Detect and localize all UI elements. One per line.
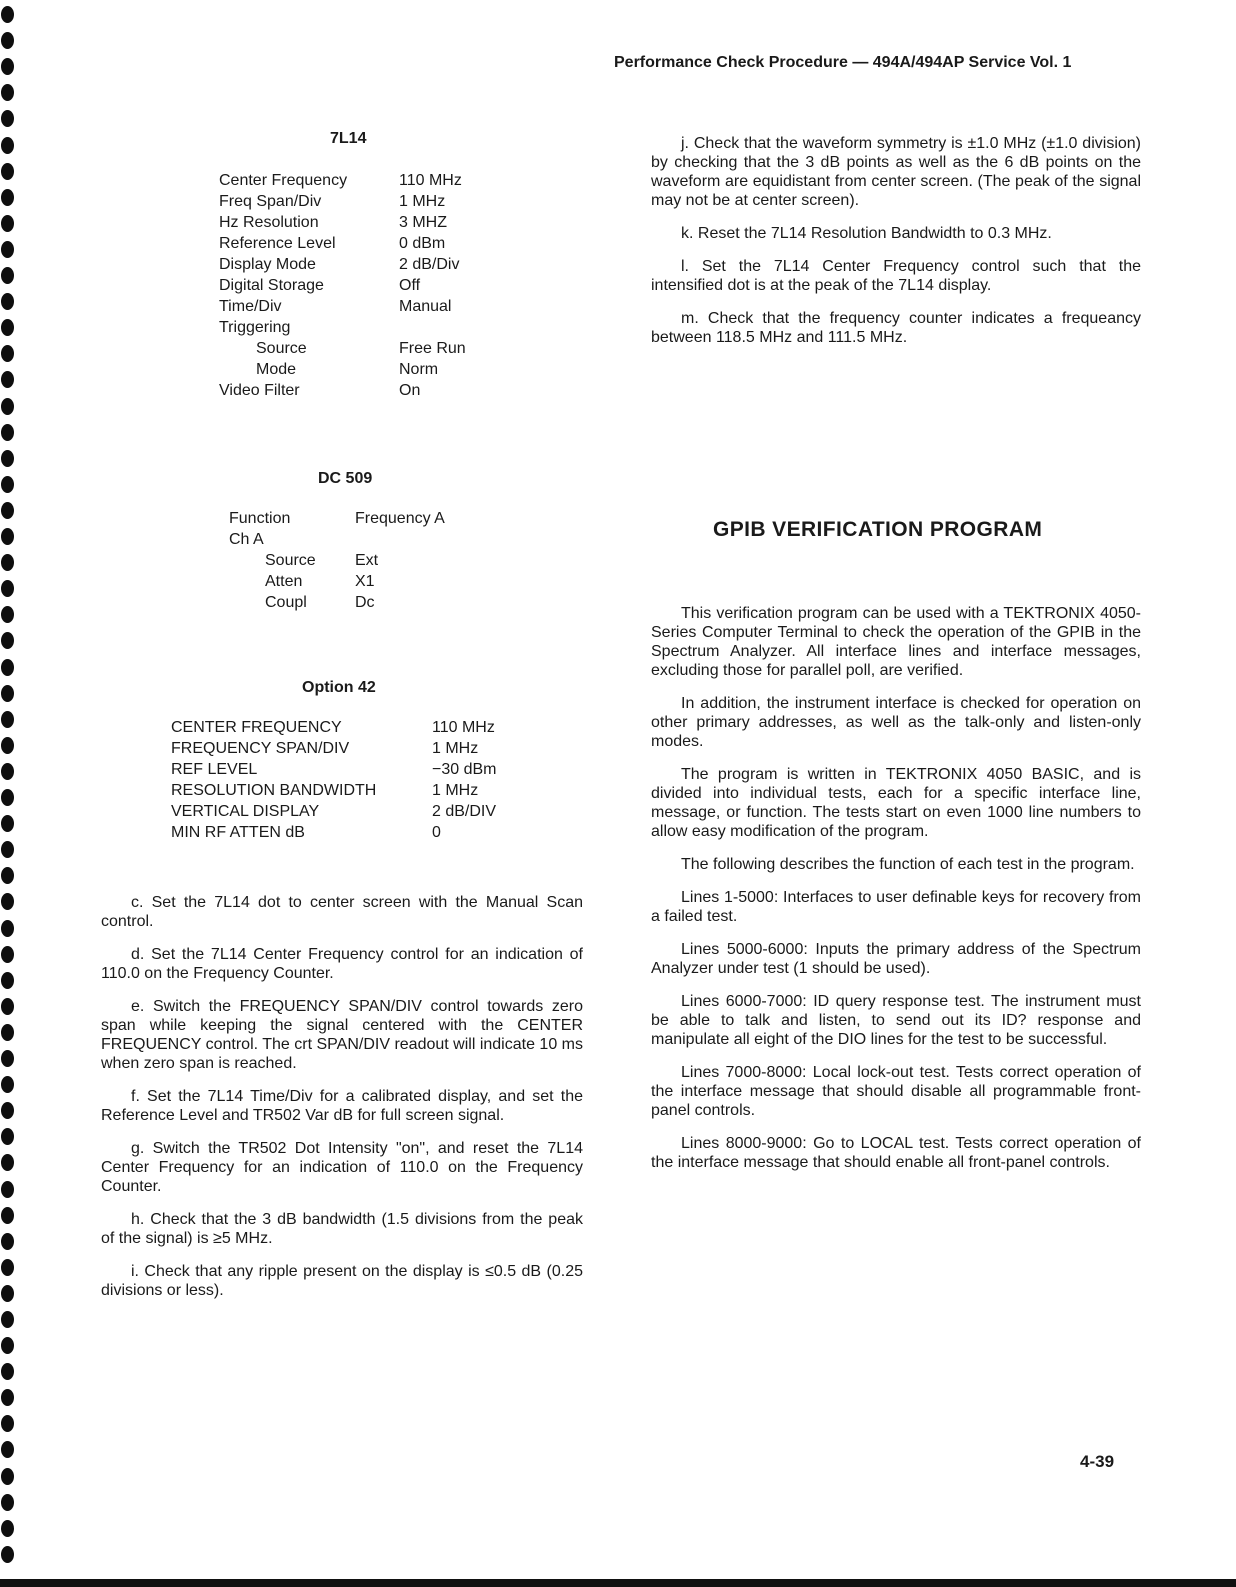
spec-label: RESOLUTION BANDWIDTH	[171, 782, 377, 799]
binder-hole	[1, 632, 14, 649]
spec-row	[219, 254, 466, 275]
gpib-paragraph: The program is written in TEKTRONIX 4050 BASIC, and is divided into individual tests, each for a specific interface line, message, or function. The tests start on even 1000 line numbers to allow easy modification of the program.	[651, 766, 1141, 840]
procedure-step: g. Switch the TR502 Dot Intensity "on", and reset the 7L14 Center Frequency for an indication of 110.0 on the Frequency Counter.	[101, 1140, 583, 1195]
spec-value: Dc	[355, 594, 375, 611]
page-bottom-edge	[0, 1579, 1236, 1587]
spec-label: CENTER FREQUENCY	[171, 719, 342, 736]
spec-value: Frequency A	[355, 510, 445, 527]
binder-holes	[0, 0, 24, 1587]
spec-row	[219, 191, 466, 212]
binder-hole	[1, 841, 14, 858]
spec-row	[229, 529, 445, 550]
spec-value: 3 MHZ	[399, 214, 447, 231]
procedure-step: i. Check that any ripple present on the display is ≤0.5 dB (0.25 divisions or less).	[101, 1263, 583, 1299]
spec-label: Source	[256, 340, 307, 357]
spec-value: 1 MHz	[432, 782, 479, 799]
binder-hole	[1, 554, 14, 571]
procedure-step: e. Switch the FREQUENCY SPAN/DIV control towards zero span while keeping the signal centered with the CENTER FREQUENCY control. The crt SPAN/DIV readout will indicate 10 ms when zero span is reached.	[101, 998, 583, 1072]
binder-hole	[1, 580, 14, 597]
spec-label: Function	[229, 510, 291, 527]
settings-option42-table	[171, 717, 496, 843]
gpib-paragraph: In addition, the instrument interface is checked for operation on other primary addresses, as well as the talk-only and listen-only modes.	[651, 695, 1141, 750]
gpib-section-heading: GPIB VERIFICATION PROGRAM	[713, 518, 1043, 541]
procedure-step: k. Reset the 7L14 Resolution Bandwidth to 0.3 MHz.	[681, 225, 1052, 242]
spec-label: Hz Resolution	[219, 214, 319, 231]
spec-value: 0	[432, 824, 441, 841]
spec-value: 1 MHz	[432, 740, 479, 757]
binder-hole	[1, 1181, 14, 1198]
binder-hole	[1, 998, 14, 1015]
binder-hole	[1, 528, 14, 545]
spec-value: −30 dBm	[432, 761, 497, 778]
binder-hole	[1, 1441, 14, 1458]
spec-value: 110 MHz	[432, 719, 495, 736]
binder-hole	[1, 1154, 14, 1171]
spec-label: Mode	[256, 361, 297, 378]
spec-row	[219, 170, 466, 191]
binder-hole	[1, 1050, 14, 1067]
binder-hole	[1, 189, 14, 206]
spec-value: Off	[399, 277, 421, 294]
binder-hole	[1, 1207, 14, 1224]
binder-hole	[1, 424, 14, 441]
binder-hole	[1, 893, 14, 910]
binder-hole	[1, 1520, 14, 1537]
procedure-step: m. Check that the frequency counter indicates a frequeancy between 118.5 MHz and 111.5 MHz.	[651, 310, 1141, 346]
binder-hole	[1, 685, 14, 702]
spec-label: Triggering	[219, 319, 291, 336]
binder-hole	[1, 293, 14, 310]
binder-hole	[1, 1233, 14, 1250]
binder-hole	[1, 1546, 14, 1563]
binder-hole	[1, 371, 14, 388]
binder-hole	[1, 502, 14, 519]
spec-row	[171, 759, 496, 780]
gpib-paragraph: Lines 7000-8000: Local lock-out test. Tests correct operation of the interface message that should disable all programmable front-panel controls.	[651, 1064, 1141, 1119]
spec-value: 1 MHz	[399, 193, 446, 210]
gpib-paragraph: Lines 5000-6000: Inputs the primary address of the Spectrum Analyzer under test (1 should be used).	[651, 941, 1141, 977]
binder-hole	[1, 815, 14, 832]
procedure-steps-left	[101, 893, 583, 1314]
binder-hole	[1, 319, 14, 336]
spec-row	[171, 717, 496, 738]
spec-row	[219, 233, 466, 254]
procedure-step: l. Set the 7L14 Center Frequency control such that the intensified dot is at the peak of the 7L14 display.	[651, 258, 1141, 294]
spec-label: Center Frequency	[219, 172, 348, 189]
binder-hole	[1, 1128, 14, 1145]
spec-value: Manual	[399, 298, 452, 315]
gpib-paragraph: Lines 6000-7000: ID query response test. The instrument must be able to talk and listen, to send out its ID? response and manipulate all eight of the DIO lines for the test to be successful.	[651, 993, 1141, 1048]
spec-row	[171, 822, 496, 843]
binder-hole	[1, 1259, 14, 1276]
binder-hole	[1, 763, 14, 780]
spec-row	[229, 508, 445, 529]
gpib-paragraph: The following describes the function of each test in the program.	[681, 856, 1135, 873]
binder-hole	[1, 6, 14, 23]
binder-hole	[1, 946, 14, 963]
spec-row	[229, 550, 445, 571]
binder-hole	[1, 1076, 14, 1093]
binder-hole	[1, 737, 14, 754]
spec-value: X1	[355, 573, 375, 590]
binder-hole	[1, 972, 14, 989]
binder-hole	[1, 1311, 14, 1328]
spec-label: Coupl	[265, 594, 307, 611]
binder-hole	[1, 1363, 14, 1380]
binder-hole	[1, 1337, 14, 1354]
binder-hole	[1, 789, 14, 806]
binder-hole	[1, 110, 14, 127]
spec-row	[219, 296, 466, 317]
spec-row	[219, 338, 466, 359]
spec-value: 110 MHz	[399, 172, 462, 189]
binder-hole	[1, 267, 14, 284]
binder-hole	[1, 1468, 14, 1485]
settings-option42-title: Option 42	[302, 679, 376, 696]
spec-label: Video Filter	[219, 382, 300, 399]
spec-row	[219, 380, 466, 401]
binder-hole	[1, 1494, 14, 1511]
spec-row	[171, 780, 496, 801]
gpib-paragraph: Lines 8000-9000: Go to LOCAL test. Tests correct operation of the interface message that should enable all front-panel controls.	[651, 1135, 1141, 1171]
spec-label: REF LEVEL	[171, 761, 258, 778]
spec-row	[171, 801, 496, 822]
spec-row	[219, 359, 466, 380]
spec-label: Digital Storage	[219, 277, 324, 294]
page-number: 4-39	[1080, 1452, 1115, 1471]
spec-label: MIN RF ATTEN dB	[171, 824, 305, 841]
spec-value: 2 dB/Div	[399, 256, 460, 273]
spec-row	[219, 275, 466, 296]
procedure-step: c. Set the 7L14 dot to center screen with the Manual Scan control.	[101, 894, 583, 930]
binder-hole	[1, 606, 14, 623]
binder-hole	[1, 32, 14, 49]
spec-label: FREQUENCY SPAN/DIV	[171, 740, 350, 757]
settings-7l14-title: 7L14	[330, 130, 367, 147]
binder-hole	[1, 241, 14, 258]
spec-row	[219, 212, 466, 233]
settings-7l14-table	[219, 170, 466, 401]
binder-hole	[1, 163, 14, 180]
binder-hole	[1, 1285, 14, 1302]
binder-hole	[1, 1415, 14, 1432]
spec-row	[171, 738, 496, 759]
spec-row	[219, 317, 466, 338]
spec-label: VERTICAL DISPLAY	[171, 803, 320, 820]
procedure-step: d. Set the 7L14 Center Frequency control for an indication of 110.0 on the Frequency Counter.	[101, 946, 583, 982]
binder-hole	[1, 1102, 14, 1119]
binder-hole	[1, 920, 14, 937]
gpib-paragraph: Lines 1-5000: Interfaces to user definable keys for recovery from a failed test.	[651, 889, 1141, 925]
binder-hole	[1, 450, 14, 467]
spec-value: On	[399, 382, 421, 399]
binder-hole	[1, 398, 14, 415]
binder-hole	[1, 84, 14, 101]
spec-label: Source	[265, 552, 316, 569]
spec-label: Reference Level	[219, 235, 336, 252]
spec-value: Ext	[355, 552, 379, 569]
running-header: Performance Check Procedure — 494A/494AP Service Vol. 1	[614, 54, 1072, 71]
binder-hole	[1, 1024, 14, 1041]
binder-hole	[1, 1389, 14, 1406]
spec-label: Freq Span/Div	[219, 193, 322, 210]
gpib-section-body	[651, 604, 1141, 1186]
spec-label: Display Mode	[219, 256, 316, 273]
spec-label: Ch A	[229, 531, 264, 548]
spec-row	[229, 592, 445, 613]
procedure-step: f. Set the 7L14 Time/Div for a calibrated display, and set the Reference Level and TR502 Var dB for full screen signal.	[101, 1088, 583, 1124]
binder-hole	[1, 215, 14, 232]
binder-hole	[1, 58, 14, 75]
binder-hole	[1, 345, 14, 362]
binder-hole	[1, 867, 14, 884]
spec-value: 0 dBm	[399, 235, 446, 252]
binder-hole	[1, 137, 14, 154]
procedure-steps-right	[651, 134, 1141, 361]
spec-value: Free Run	[399, 340, 466, 357]
binder-hole	[1, 476, 14, 493]
procedure-step: h. Check that the 3 dB bandwidth (1.5 divisions from the peak of the signal) is ≥5 MHz.	[101, 1211, 583, 1247]
spec-row	[229, 571, 445, 592]
procedure-step: j. Check that the waveform symmetry is ±1.0 MHz (±1.0 division) by checking that the 3 dB points as well as the 6 dB points on the waveform are equidistant from center screen. (The peak of the signal may not be at center screen).	[651, 135, 1141, 209]
settings-dc509-table	[229, 508, 445, 613]
binder-hole	[1, 659, 14, 676]
spec-value: Norm	[399, 361, 439, 378]
spec-label: Time/Div	[219, 298, 282, 315]
binder-hole	[1, 711, 14, 728]
settings-dc509-title: DC 509	[318, 470, 373, 487]
gpib-paragraph: This verification program can be used with a TEKTRONIX 4050-Series Computer Terminal to check the operation of the GPIB in the Spectrum Analyzer. All interface lines and interface messages, excluding those for parallel poll, are verified.	[651, 605, 1141, 679]
spec-value: 2 dB/DIV	[432, 803, 497, 820]
spec-label: Atten	[265, 573, 303, 590]
